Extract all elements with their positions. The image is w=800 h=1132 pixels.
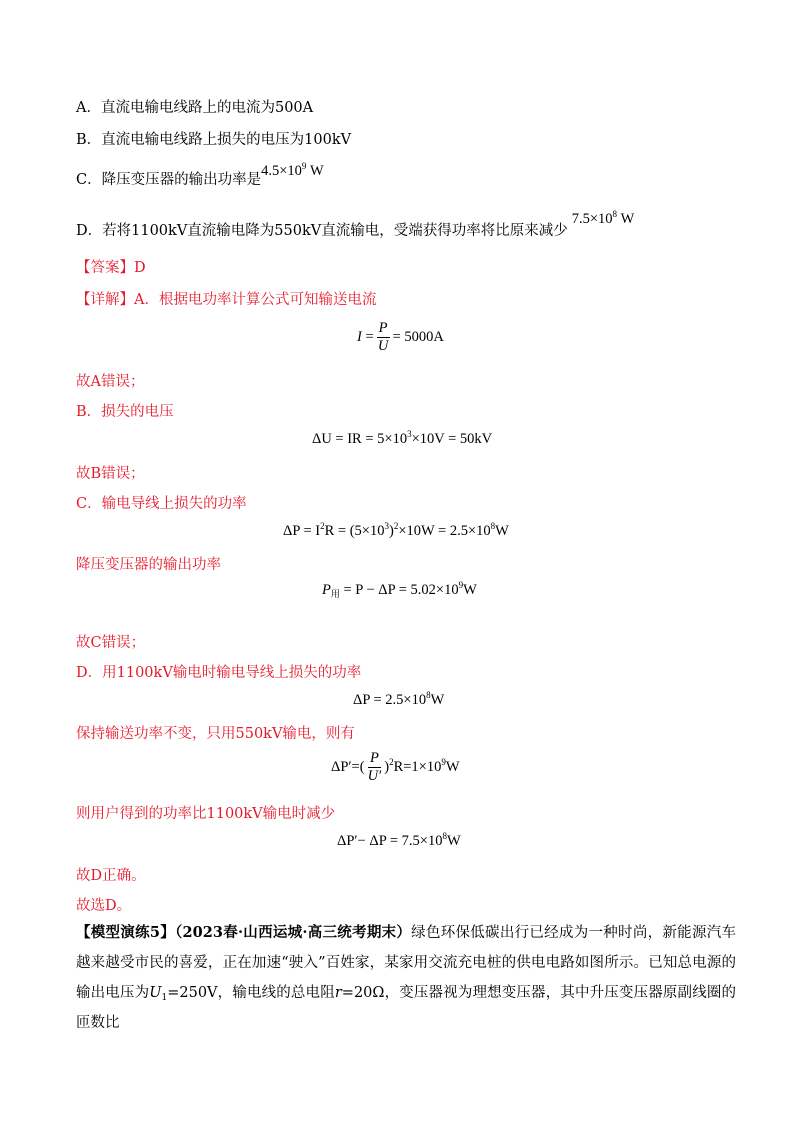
c-label2: 降压变压器的输出功率 [76,557,221,573]
option-c-text: C．降压变压器的输出功率是 [76,172,262,188]
d-label2: 保持输送功率不变，只用550kV输电，则有 [76,726,355,742]
equation-voltage-loss: ΔU = IR = $5\times 10^3\times 10V = 50kV$ [312,429,493,447]
c-label: C．输电导线上损失的功率 [76,496,247,512]
answer-line: 【答案】D [76,260,146,276]
c-wrong: 故C错误； [76,635,146,651]
equation-power-diff: $\Delta P'- \Delta P = 7.5\times 10^8W$ [337,831,461,849]
choose-d: 故选D。 [76,898,132,914]
d-label: D．用1100kV输电时输电导线上损失的功率 [76,665,362,681]
equation-current: I = $\frac{P}{U}$ = 5000A [357,320,444,354]
option-d-math: $7.5\times 10^8$ W [571,209,635,227]
b-wrong: 故B错误； [76,466,145,482]
d-right: 故D正确。 [76,868,146,884]
option-b: B．直流电输电线路上损失的电压为100kV [76,132,352,148]
equation-output-power: $P_用 = P - \Delta P = 5.02\times 10^9W$ [322,580,477,599]
option-c-math: $4.5\times 10^9$ W [261,161,324,179]
equation-power-loss: $\Delta P = I^2R = (5\times 10^3)^2\times 10W = 2.5\times 10^8W$ [283,521,509,539]
option-c [76,161,324,190]
option-d [76,209,635,241]
equation-loss-550: ΔP′=( $\frac{P}{U'}$ )$^2R=1\times 10^9W$ [331,750,460,784]
option-a: A．直流电输电线路上的电流为500A [76,100,314,116]
problem-text: 绿色环保低碳出行已经成为一种时尚，新能源汽车越来越受市民的喜爱，正在加速“驶入”百姓家，某家用交流充电桩的供电电路如图所示。已知总电源的输出电压为 [76,925,736,1001]
next-problem: 【模型演练5】（2023春·山西运城·高三统考期末）绿色环保低碳出行已经成为一种时尚，新能源汽车越来越受市民的喜爱，正在加速“驶入”百姓家，某家用交流充电桩的供电电路如图所示。已知总电源的输出电压为$U_1=250V$，输电线的总电阻r=20Ω，变压器视为理想变压器，其中升压变压器原副线圈的匝数比 [76,924,736,1031]
explain-intro: 【详解】A．根据电功率计算公式可知输送电流 [76,292,377,308]
a-wrong: 故A错误； [76,374,145,390]
equation-loss-1100: $\Delta P = 2.5\times 10^8W$ [353,690,445,708]
problem-tag: 【模型演练5】（2023春·山西运城·高三统考期末） [76,924,412,941]
option-d-text: D．若将1100kV直流输电降为550kV直流输电，受端获得功率将比原来减少 [76,223,568,239]
b-label: B．损失的电压 [76,404,174,420]
d-label3: 则用户得到的功率比1100kV输电时减少 [76,806,336,822]
